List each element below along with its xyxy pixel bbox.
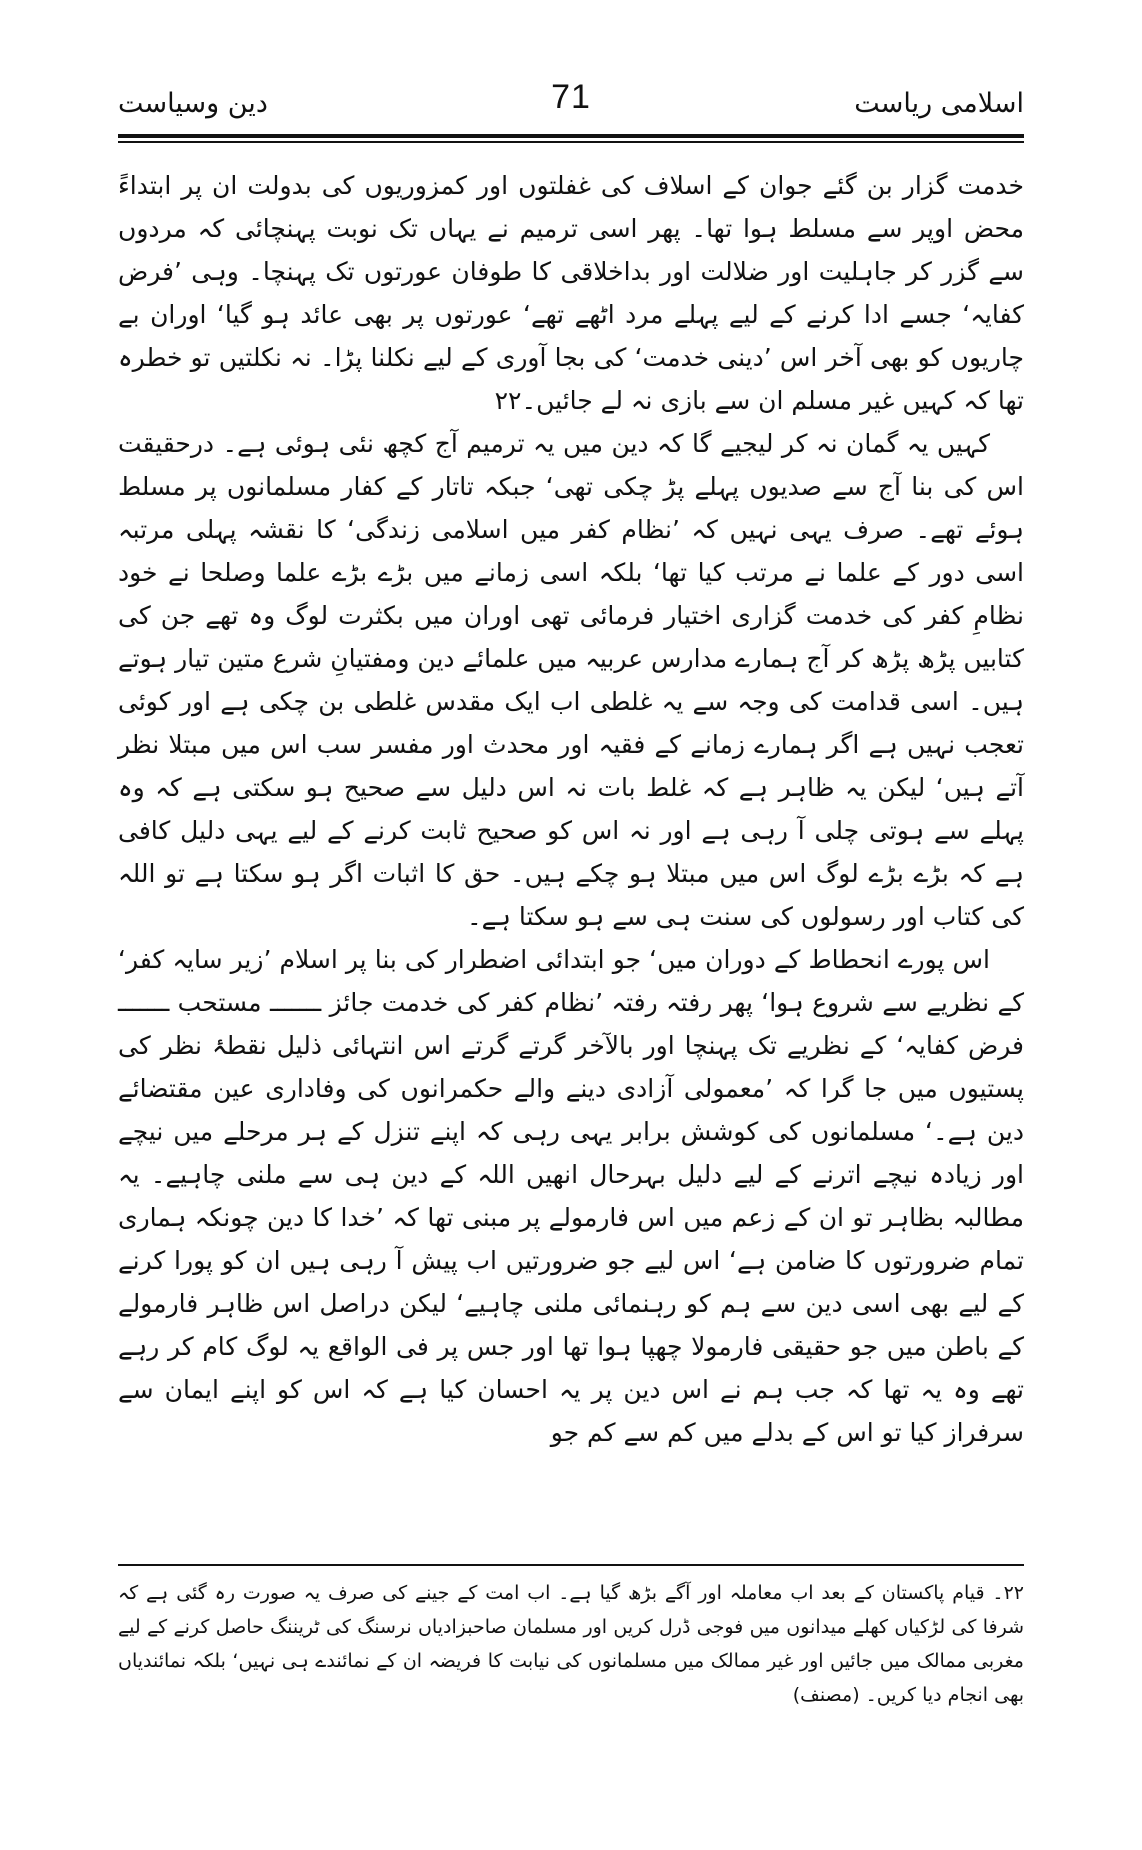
running-header: [118, 78, 1024, 130]
paragraph-1: خدمت گزار بن گئے جوان کے اسلاف کی غفلتوں اور کمزوریوں کی بدولت ان پر ابتداءً محض اوپر سے مسلط ہوا تھا۔ پھر اسی ترمیم نے یہاں تک نوبت پہنچائی کہ مردوں سے گزر کر جاہلیت اور ضلالت اور بداخلاقی کا طوفان عورتوں تک پہنچا۔ وہی ’فرض کفایہ‘ جسے ادا کرنے کے لیے پہلے مرد اٹھے تھے‘ عورتوں پر بھی عائد ہو گیا‘ اوران بے چاریوں کو بھی آخر اس ’دینی خدمت‘ کی بجا آوری کے لیے نکلنا پڑا۔ نہ نکلتیں تو خطرہ تھا کہ کہیں غیر مسلم ان سے بازی نہ لے جائیں۔۲۲: [118, 171, 1024, 415]
header-rule-thick: [118, 134, 1024, 138]
footnote-divider: [118, 1564, 1024, 1566]
footnote-text: ۲۲۔ قیام پاکستان کے بعد اب معاملہ اور آگے بڑھ گیا ہے۔ اب امت کے جینے کی صرف یہ صورت رہ گئی ہے کہ شرفا کی لڑکیاں کھلے میدانوں میں فوجی ڈرل کریں اور مسلمان صاحبزادیاں نرسنگ کی ٹریننگ حاصل کرنے کے لیے مغربی ممالک میں جائیں اور غیر ممالک میں مسلمانوں کی نیابت کا فریضہ ان کے نمائندے ہی نہیں‘ بلکہ نمائندیاں بھی انجام دیا کریں۔ (مصنف): [118, 1582, 1024, 1706]
section-title: دین وسیاست: [118, 88, 268, 119]
header-rule-thin: [118, 141, 1024, 143]
chapter-title: اسلامی ریاست: [854, 88, 1024, 119]
page-number: 71: [551, 78, 591, 116]
footnote: [118, 1576, 1024, 1706]
paragraph-2: کہیں یہ گمان نہ کر لیجیے گا کہ دین میں یہ ترمیم آج کچھ نئی ہوئی ہے۔ درحقیقت اس کی بنا آج سے صدیوں پہلے پڑ چکی تھی‘ جبکہ تاتار کے کفار مسلمانوں پر مسلط ہوئے تھے۔ صرف یہی نہیں کہ ’نظام کفر میں اسلامی زندگی‘ کا نقشہ پہلی مرتبہ اسی دور کے علما نے مرتب کیا تھا‘ بلکہ اسی زمانے میں بڑے بڑے علما وصلحا نے خود نظامِ کفر کی خدمت گزاری اختیار فرمائی تھی اوران میں بکثرت لوگ وہ تھے جن کی کتابیں پڑھ پڑھ کر آج ہمارے مدارس عربیہ میں علمائے دین ومفتیانِ شرع متین تیار ہوتے ہیں۔ اسی قدامت کی وجہ سے یہ غلطی اب ایک مقدس غلطی بن چکی ہے اور کوئی تعجب نہیں ہے اگر ہمارے زمانے کے فقیہ اور محدث اور مفسر سب اس میں مبتلا نظر آتے ہیں‘ لیکن یہ ظاہر ہے کہ غلط بات نہ اس دلیل سے صحیح ہو سکتی ہے کہ وہ پہلے سے ہوتی چلی آ رہی ہے اور نہ اس کو صحیح ثابت کرنے کے لیے یہی دلیل کافی ہے کہ بڑے بڑے لوگ اس میں مبتلا ہو چکے ہیں۔ حق کا اثبات اگر ہو سکتا ہے تو اللہ کی کتاب اور رسولوں کی سنت ہی سے ہو سکتا ہے۔: [117, 429, 1024, 931]
paragraph-3: اس پورے انحطاط کے دوران میں‘ جو ابتدائی اضطرار کی بنا پر اسلام ’زیر سایہ کفر‘ کے نظریے سے شروع ہوا‘ پھر رفتہ رفتہ ’نظام کفر کی خدمت جائز ـــــــ مستحب ـــــــ فرض کفایہ‘ کے نظریے تک پہنچا اور بالآخر گرتے گرتے اس انتہائی ذلیل نقطۂ نظر کی پستیوں میں جا گرا کہ ’معمولی آزادی دینے والے حکمرانوں کی وفاداری عین مقتضائے دین ہے۔‘ مسلمانوں کی کوشش برابر یہی رہی کہ اپنے تنزل کے ہر مرحلے میں نیچے اور زیادہ نیچے اترنے کے لیے دلیل بہرحال انھیں اللہ کے دین ہی سے ملنی چاہیے۔ یہ مطالبہ بظاہر تو ان کے زعم میں اس فارمولے پر مبنی تھا کہ ’خدا کا دین چونکہ ہماری تمام ضرورتوں کا ضامن ہے‘ اس لیے جو ضرورتیں اب پیش آ رہی ہیں ان کو پورا کرنے کے لیے بھی اسی دین سے ہم کو رہنمائی ملنی چاہیے‘ لیکن دراصل اس ظاہر فارمولے کے باطن میں جو حقیقی فارمولا چھپا ہوا تھا اور جس پر فی الواقع یہ لوگ کام کر رہے تھے وہ یہ تھا کہ جب ہم نے اس دین پر یہ احسان کیا ہے کہ اس کو اپنے ایمان سے سرفراز کیا تو اس کے بدلے میں کم سے کم جو: [118, 945, 1024, 1447]
main-text: [118, 164, 1024, 1534]
